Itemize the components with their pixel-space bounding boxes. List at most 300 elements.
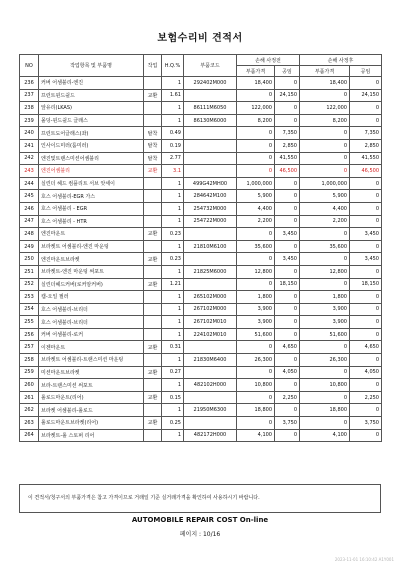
row-hq: 3.1 <box>162 165 184 178</box>
row-after-labor: 3,450 <box>350 228 382 241</box>
row-no: 259 <box>20 366 39 379</box>
row-after-labor: 4,050 <box>350 366 382 379</box>
row-before-labor: 0 <box>275 177 300 190</box>
row-before-labor: 0 <box>275 379 300 392</box>
table-row <box>20 114 382 127</box>
row-after-labor: 0 <box>350 429 382 442</box>
row-after-part: 18,800 <box>300 404 350 417</box>
row-work <box>144 102 162 115</box>
row-after-part: 2,200 <box>300 215 350 228</box>
row-code <box>184 139 237 152</box>
row-before-labor: 24,150 <box>275 89 300 102</box>
row-after-part: 0 <box>300 391 350 404</box>
table-row <box>20 303 382 316</box>
row-no: 251 <box>20 265 39 278</box>
row-before-labor: 0 <box>275 316 300 329</box>
row-code: 21825M6000 <box>184 265 237 278</box>
table-row <box>20 77 382 90</box>
row-after-labor: 0 <box>350 202 382 215</box>
row-after-labor: 0 <box>350 77 382 90</box>
row-after-labor: 0 <box>350 215 382 228</box>
row-item: 앞유리(LKAS) <box>39 102 144 115</box>
header-before-labor: 공임 <box>275 66 300 77</box>
row-before-labor: 0 <box>275 102 300 115</box>
row-after-part: 0 <box>300 341 350 354</box>
row-after-labor: 0 <box>350 291 382 304</box>
row-no: 240 <box>20 127 39 140</box>
row-after-part: 5,900 <box>300 190 350 203</box>
row-after-labor: 3,450 <box>350 253 382 266</box>
row-item: 호스 어셈블리 - HTR <box>39 215 144 228</box>
row-work <box>144 404 162 417</box>
row-after-part: 0 <box>300 139 350 152</box>
table-row <box>20 366 382 379</box>
row-work: 교환 <box>144 278 162 291</box>
table-row <box>20 291 382 304</box>
row-after-labor: 0 <box>350 316 382 329</box>
row-work <box>144 379 162 392</box>
row-hq: 1 <box>162 354 184 367</box>
row-before-labor: 2,250 <box>275 391 300 404</box>
row-item: 실린더헤드커버(로커암커버) <box>39 278 144 291</box>
row-hq: 1 <box>162 303 184 316</box>
row-item: 브라켓트 어셈블리-엔진 마운팅 <box>39 240 144 253</box>
row-no: 252 <box>20 278 39 291</box>
row-code: 499G42MH00 <box>184 177 237 190</box>
row-before-labor: 0 <box>275 429 300 442</box>
row-work: 교환 <box>144 89 162 102</box>
row-after-part: 0 <box>300 228 350 241</box>
row-hq: 1 <box>162 404 184 417</box>
row-before-part: 1,800 <box>237 291 275 304</box>
row-item: 커버 어셈블리-엔진 <box>39 77 144 90</box>
row-item: 호스 어셈블리-브리더 <box>39 316 144 329</box>
row-no: 258 <box>20 354 39 367</box>
row-before-part: 3,900 <box>237 303 275 316</box>
row-code: 86130M6000 <box>184 114 237 127</box>
row-before-part: 0 <box>237 417 275 430</box>
row-item: 롤로드마운트브라켓(리어) <box>39 417 144 430</box>
row-no: 261 <box>20 391 39 404</box>
row-code: 265102M000 <box>184 291 237 304</box>
row-after-labor: 3,750 <box>350 417 382 430</box>
row-after-part: 3,900 <box>300 316 350 329</box>
row-hq: 1 <box>162 316 184 329</box>
row-after-labor: 0 <box>350 303 382 316</box>
row-no: 236 <box>20 77 39 90</box>
row-work: 교환 <box>144 228 162 241</box>
row-after-part: 0 <box>300 89 350 102</box>
row-code: 482172H000 <box>184 429 237 442</box>
row-before-part: 0 <box>237 278 275 291</box>
estimate-table <box>19 54 382 442</box>
row-code: 292402M000 <box>184 77 237 90</box>
row-no: 246 <box>20 202 39 215</box>
row-code: 21950M6300 <box>184 404 237 417</box>
row-before-part: 18,400 <box>237 77 275 90</box>
row-code: 224102M010 <box>184 328 237 341</box>
row-no: 255 <box>20 316 39 329</box>
row-before-labor: 0 <box>275 303 300 316</box>
row-no: 260 <box>20 379 39 392</box>
row-work <box>144 190 162 203</box>
header-before: 손해 사정전 <box>237 55 300 66</box>
row-work <box>144 429 162 442</box>
row-work: 교환 <box>144 391 162 404</box>
table-row <box>20 341 382 354</box>
table-row <box>20 190 382 203</box>
row-hq: 0.23 <box>162 228 184 241</box>
row-before-part: 3,900 <box>237 316 275 329</box>
row-code <box>184 417 237 430</box>
row-no: 264 <box>20 429 39 442</box>
row-hq: 1 <box>162 215 184 228</box>
table-row <box>20 379 382 392</box>
row-after-part: 26,300 <box>300 354 350 367</box>
row-hq: 1 <box>162 291 184 304</box>
document-title: 보험수리비 견적서 <box>157 33 243 44</box>
row-after-part: 0 <box>300 366 350 379</box>
row-item: 엔진어셈블리 <box>39 165 144 178</box>
row-hq: 1 <box>162 328 184 341</box>
row-item: 프런트도어글래스(좌) <box>39 127 144 140</box>
row-hq: 1.61 <box>162 89 184 102</box>
row-after-part: 0 <box>300 127 350 140</box>
row-after-part: 0 <box>300 278 350 291</box>
table-row <box>20 177 382 190</box>
row-code <box>184 89 237 102</box>
row-hq: 1 <box>162 177 184 190</box>
row-work: 탈착 <box>144 127 162 140</box>
row-before-labor: 4,050 <box>275 366 300 379</box>
row-after-part: 35,600 <box>300 240 350 253</box>
table-row <box>20 328 382 341</box>
row-before-labor: 3,450 <box>275 253 300 266</box>
row-no: 238 <box>20 102 39 115</box>
row-after-part: 0 <box>300 152 350 165</box>
row-item: 브라켓트-롤 스토퍼 리어 <box>39 429 144 442</box>
row-work <box>144 328 162 341</box>
row-work: 교환 <box>144 253 162 266</box>
row-after-labor: 41,550 <box>350 152 382 165</box>
row-hq: 1 <box>162 240 184 253</box>
table-row <box>20 89 382 102</box>
row-hq: 0.23 <box>162 253 184 266</box>
row-hq: 0.27 <box>162 366 184 379</box>
row-item: 호스 어셈블리 - EGR <box>39 202 144 215</box>
row-code <box>184 366 237 379</box>
row-work <box>144 303 162 316</box>
row-hq: 0.49 <box>162 127 184 140</box>
row-after-part: 0 <box>300 417 350 430</box>
row-before-labor: 4,650 <box>275 341 300 354</box>
row-hq: 1 <box>162 77 184 90</box>
row-item: 브라켓트-엔진 마운팅 써포트 <box>39 265 144 278</box>
row-after-part: 4,100 <box>300 429 350 442</box>
row-before-labor: 0 <box>275 202 300 215</box>
row-before-part: 2,200 <box>237 215 275 228</box>
row-hq: 1 <box>162 429 184 442</box>
row-item: 실린더 헤드 컴플리트 서브 앗세이 <box>39 177 144 190</box>
row-no: 248 <box>20 228 39 241</box>
row-hq: 1 <box>162 102 184 115</box>
row-before-labor: 0 <box>275 190 300 203</box>
header-after-labor: 공임 <box>350 66 382 77</box>
row-work <box>144 240 162 253</box>
table-row <box>20 165 382 178</box>
row-no: 241 <box>20 139 39 152</box>
row-before-part: 0 <box>237 165 275 178</box>
table-row <box>20 215 382 228</box>
row-after-part: 51,600 <box>300 328 350 341</box>
row-code <box>184 165 237 178</box>
row-code <box>184 152 237 165</box>
row-code: 21830M6400 <box>184 354 237 367</box>
row-no: 247 <box>20 215 39 228</box>
row-before-part: 0 <box>237 127 275 140</box>
row-before-part: 35,600 <box>237 240 275 253</box>
row-item: 브라켓 어셈블리-롤로드 <box>39 404 144 417</box>
row-code <box>184 341 237 354</box>
header-item: 작업항목 및 부품명 <box>39 55 144 77</box>
table-row <box>20 278 382 291</box>
row-before-part: 0 <box>237 139 275 152</box>
row-work <box>144 215 162 228</box>
row-no: 249 <box>20 240 39 253</box>
row-code: 254732M000 <box>184 202 237 215</box>
table-row <box>20 354 382 367</box>
page-indicator: 페이지 : 10/16 <box>179 531 221 538</box>
header-work: 작업 <box>144 55 162 77</box>
row-work <box>144 354 162 367</box>
row-no: 256 <box>20 328 39 341</box>
row-before-labor: 0 <box>275 114 300 127</box>
row-item: 롤로드마운트(리어) <box>39 391 144 404</box>
row-after-part: 18,400 <box>300 77 350 90</box>
row-work: 교환 <box>144 341 162 354</box>
row-work <box>144 114 162 127</box>
footer-title: AUTOMOBILE REPAIR COST On-line <box>131 516 269 524</box>
row-work <box>144 177 162 190</box>
row-hq: 1 <box>162 114 184 127</box>
header-before-part: 부품가격 <box>237 66 275 77</box>
row-before-part: 8,200 <box>237 114 275 127</box>
row-before-labor: 0 <box>275 215 300 228</box>
row-before-part: 4,100 <box>237 429 275 442</box>
row-after-part: 0 <box>300 253 350 266</box>
row-before-labor: 2,850 <box>275 139 300 152</box>
row-work <box>144 202 162 215</box>
row-before-part: 51,600 <box>237 328 275 341</box>
row-work: 교환 <box>144 165 162 178</box>
row-item: 엔진및트랜스미션어셈블리 <box>39 152 144 165</box>
row-before-part: 0 <box>237 391 275 404</box>
table-row <box>20 391 382 404</box>
table-row <box>20 139 382 152</box>
table-row <box>20 253 382 266</box>
table-row <box>20 202 382 215</box>
row-item: 이젠마운트 <box>39 341 144 354</box>
row-before-part: 0 <box>237 89 275 102</box>
row-after-labor: 0 <box>350 354 382 367</box>
row-before-labor: 18,150 <box>275 278 300 291</box>
row-item: 호스 어셈블리-브리더 <box>39 303 144 316</box>
row-before-part: 0 <box>237 366 275 379</box>
row-before-labor: 7,350 <box>275 127 300 140</box>
row-after-part: 0 <box>300 165 350 178</box>
row-no: 254 <box>20 303 39 316</box>
row-after-labor: 0 <box>350 177 382 190</box>
table-row <box>20 152 382 165</box>
print-timestamp: 2023-11-01 16:10:42 A1Y001 <box>334 557 394 562</box>
row-code <box>184 278 237 291</box>
row-item: 브라-트랜스미션 써포트 <box>39 379 144 392</box>
row-after-part: 12,800 <box>300 265 350 278</box>
row-item: 미션마운트브라켓 <box>39 366 144 379</box>
row-after-labor: 0 <box>350 328 382 341</box>
row-no: 237 <box>20 89 39 102</box>
row-after-labor: 0 <box>350 379 382 392</box>
row-after-labor: 0 <box>350 102 382 115</box>
row-after-labor: 0 <box>350 190 382 203</box>
row-code: 254722M000 <box>184 215 237 228</box>
table-row <box>20 417 382 430</box>
row-before-labor: 0 <box>275 240 300 253</box>
row-code: 267102M010 <box>184 316 237 329</box>
row-after-labor: 0 <box>350 404 382 417</box>
table-row <box>20 265 382 278</box>
row-no: 263 <box>20 417 39 430</box>
row-work: 탈착 <box>144 139 162 152</box>
row-before-part: 0 <box>237 152 275 165</box>
header-after-part: 부품가격 <box>300 66 350 77</box>
row-work: 교환 <box>144 366 162 379</box>
row-after-labor: 7,350 <box>350 127 382 140</box>
row-no: 245 <box>20 190 39 203</box>
row-hq: 1 <box>162 265 184 278</box>
row-after-part: 3,900 <box>300 303 350 316</box>
table-row <box>20 228 382 241</box>
row-no: 242 <box>20 152 39 165</box>
row-code: 86111M6050 <box>184 102 237 115</box>
table-row <box>20 404 382 417</box>
row-item: 브라켓트 어셈블리-트랜스미션 마운팅 <box>39 354 144 367</box>
table-row <box>20 316 382 329</box>
row-before-labor: 0 <box>275 328 300 341</box>
row-before-part: 1,000,000 <box>237 177 275 190</box>
row-after-part: 10,800 <box>300 379 350 392</box>
row-hq: 1 <box>162 379 184 392</box>
row-hq: 0.31 <box>162 341 184 354</box>
row-before-labor: 41,550 <box>275 152 300 165</box>
row-after-labor: 4,650 <box>350 341 382 354</box>
header-code: 부품코드 <box>184 55 237 77</box>
row-work <box>144 77 162 90</box>
table-row <box>20 102 382 115</box>
header-no: NO <box>20 55 39 77</box>
row-before-labor: 0 <box>275 291 300 304</box>
row-after-labor: 18,150 <box>350 278 382 291</box>
row-before-part: 12,800 <box>237 265 275 278</box>
row-item: 몰딩-윈드쉴드 글래스 <box>39 114 144 127</box>
row-code <box>184 127 237 140</box>
row-item: 커버 어셈블리-로커 <box>39 328 144 341</box>
row-code: 21810M6100 <box>184 240 237 253</box>
row-no: 243 <box>20 165 39 178</box>
row-before-part: 122,000 <box>237 102 275 115</box>
row-no: 250 <box>20 253 39 266</box>
row-before-labor: 3,750 <box>275 417 300 430</box>
row-item: 엔진마운트 <box>39 228 144 241</box>
row-hq: 1.21 <box>162 278 184 291</box>
header-hq: H.Q.% <box>162 55 184 77</box>
row-before-part: 0 <box>237 341 275 354</box>
row-code: 267102M000 <box>184 303 237 316</box>
row-work <box>144 316 162 329</box>
table-row <box>20 127 382 140</box>
row-work <box>144 265 162 278</box>
row-before-part: 18,800 <box>237 404 275 417</box>
row-before-part: 5,900 <box>237 190 275 203</box>
row-code: 482102H000 <box>184 379 237 392</box>
row-hq: 1 <box>162 202 184 215</box>
row-before-labor: 0 <box>275 404 300 417</box>
row-after-labor: 2,850 <box>350 139 382 152</box>
row-before-labor: 3,450 <box>275 228 300 241</box>
row-before-labor: 0 <box>275 77 300 90</box>
table-row <box>20 429 382 442</box>
header-after: 손해 사정후 <box>300 55 382 66</box>
row-after-labor: 24,150 <box>350 89 382 102</box>
row-before-labor: 0 <box>275 265 300 278</box>
row-after-labor: 0 <box>350 265 382 278</box>
row-hq: 2.77 <box>162 152 184 165</box>
row-work: 탈착 <box>144 152 162 165</box>
row-hq: 0.25 <box>162 417 184 430</box>
row-after-part: 122,000 <box>300 102 350 115</box>
row-after-part: 4,400 <box>300 202 350 215</box>
row-after-labor: 46,500 <box>350 165 382 178</box>
row-after-labor: 0 <box>350 240 382 253</box>
row-before-labor: 0 <box>275 354 300 367</box>
row-before-part: 4,400 <box>237 202 275 215</box>
row-work: 교환 <box>144 417 162 430</box>
row-after-part: 1,800 <box>300 291 350 304</box>
row-before-part: 10,800 <box>237 379 275 392</box>
row-code <box>184 253 237 266</box>
row-no: 253 <box>20 291 39 304</box>
row-item: 프런트윈드쉴드 <box>39 89 144 102</box>
row-no: 244 <box>20 177 39 190</box>
row-before-part: 0 <box>237 228 275 241</box>
row-before-part: 26,300 <box>237 354 275 367</box>
row-code <box>184 391 237 404</box>
row-hq: 0.15 <box>162 391 184 404</box>
notice-text: 이 견적서/청구서의 부품가격은 참고 가격이므로 거래일 기준 실거래가격을 확인하여 사용하시기 바랍니다. <box>19 484 381 513</box>
row-item: 호스 어셈블리-EGR 가스 <box>39 190 144 203</box>
row-hq: 0.19 <box>162 139 184 152</box>
row-hq: 1 <box>162 190 184 203</box>
row-work <box>144 291 162 304</box>
row-before-part: 0 <box>237 253 275 266</box>
row-no: 262 <box>20 404 39 417</box>
row-after-labor: 0 <box>350 114 382 127</box>
row-no: 257 <box>20 341 39 354</box>
row-after-part: 1,000,000 <box>300 177 350 190</box>
table-row <box>20 240 382 253</box>
row-item: 엔진마운트브라켓 <box>39 253 144 266</box>
row-code: 284642M100 <box>184 190 237 203</box>
